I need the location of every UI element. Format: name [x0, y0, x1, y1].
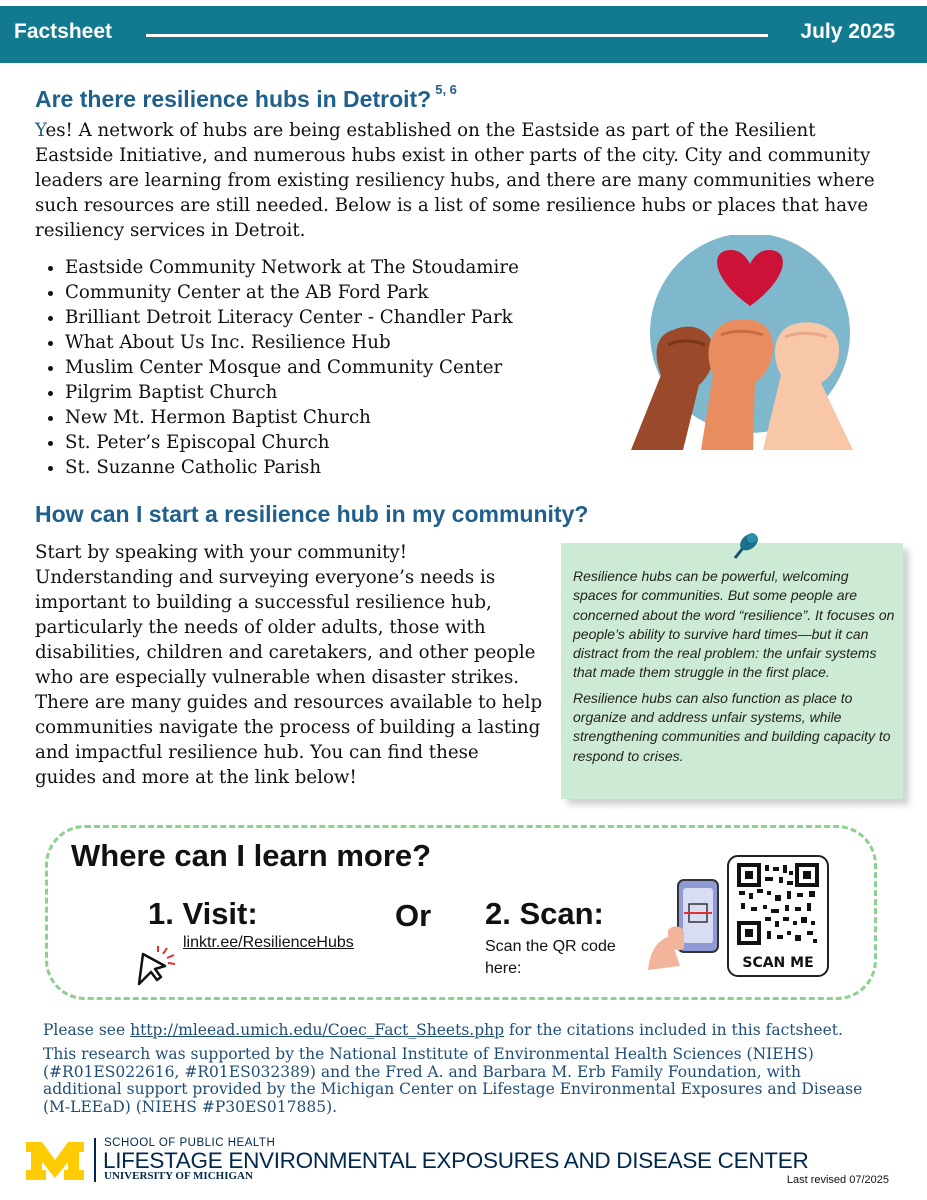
list-item: • Pilgrim Baptist Church: [65, 380, 519, 405]
university-block-m-logo: [24, 1140, 86, 1182]
center-name: LIFESTAGE ENVIRONMENTAL EXPOSURES AND DISEASE CENTER: [103, 1148, 809, 1173]
school-name: SCHOOL OF PUBLIC HEALTH: [104, 1137, 276, 1149]
scan-me-label: SCAN ME: [742, 955, 814, 971]
list-item: • New Mt. Hermon Baptist Church: [65, 405, 519, 430]
visit-label: 1. Visit:: [148, 896, 258, 931]
section1-heading-text: Are there resilience hubs in Detroit?: [35, 86, 432, 112]
logo-divider: [94, 1138, 96, 1182]
note-paragraph-2: Resilience hubs can also function as place to organize and address unfair systems, while strengthening communities and building capacity to respond to crises.: [573, 689, 891, 764]
drop-letter: Y: [35, 120, 46, 141]
list-item: • Muslim Center Mosque and Community Center: [65, 355, 519, 380]
citation-prefix: Please see: [43, 1021, 131, 1039]
section1-paragraph: [35, 118, 895, 243]
or-label: Or: [395, 898, 432, 933]
list-item: • Brilliant Detroit Literacy Center - Chandler Park: [65, 305, 519, 330]
funding-statement: This research was supported by the National Institute of Environmental Health Sciences (NIEHS) (#R01ES022616, #R01ES032389) and the Fred A. and Barbara M. Erb Family Foundation, with additional support provided by the Michigan Center on Lifestage Environmental Exposures and Disease (M-LEEaD) (NIEHS #P30ES017885).: [43, 1045, 863, 1116]
hubs-list: [30, 255, 519, 480]
list-item: • What About Us Inc. Resilience Hub: [65, 330, 519, 355]
pushpin-icon: [725, 526, 765, 566]
header-title: Factsheet: [14, 20, 113, 43]
citation-suffix: for the citations included in this factsheet.: [504, 1021, 843, 1039]
raised-fists-illustration: [613, 235, 888, 455]
list-item: • St. Suzanne Catholic Parish: [65, 455, 519, 480]
header-divider: [146, 34, 768, 37]
header-date: July 2025: [800, 20, 895, 43]
scan-instruction: Scan the QR code here:: [485, 938, 616, 977]
citation-link[interactable]: http://mleead.umich.edu/Coec_Fact_Sheets.php: [130, 1021, 505, 1039]
section1-heading: [35, 82, 457, 113]
phone-scanning-icon: [640, 870, 730, 980]
note-paragraph-1: Resilience hubs can be powerful, welcoming spaces for communities. But some people are concerned about the word “resilience”. It focuses on people’s ability to survive hard times—but it can distract from the real problem: the unfair systems that made them struggle in the first place.: [573, 568, 895, 681]
qr-code[interactable]: [727, 855, 829, 977]
list-item: • Community Center at the AB Ford Park: [65, 280, 519, 305]
list-item: • Eastside Community Network at The Stoudamire: [65, 255, 519, 280]
resilience-hubs-link[interactable]: linktr.ee/ResilienceHubs: [183, 934, 354, 951]
list-item: • St. Peter’s Episcopal Church: [65, 430, 519, 455]
last-revised: Last revised 07/2025: [786, 1174, 889, 1186]
sticky-note: [561, 543, 903, 799]
university-name: UNIVERSITY OF MICHIGAN: [104, 1170, 253, 1182]
section2-paragraph: Start by speaking with your community! Understanding and surveying everyone’s needs is important to building a successful resilience hub, particularly the needs of older adults, those with disabilities, children and caretakers, and other people who are especially vulnerable when disaster strikes. There are many guides and resources available to help communities navigate the process of building a lasting and impactful resilience hub. You can find these guides and more at the link below!: [35, 542, 543, 788]
section1-paragraph-text: es! A network of hubs are being established on the Eastside as part of the Resilient Eastside Initiative, and numerous hubs exist in other parts of the city. City and community leaders are learning from existing resiliency hubs, and there are many communities where such resources are still needed. Below is a list of some resilience hubs or places that have resiliency services in Detroit.: [35, 120, 875, 241]
scan-label: 2. Scan:: [485, 896, 604, 931]
section2-heading: How can I start a resilience hub in my community?: [35, 501, 589, 527]
section1-heading-citation: 5, 6: [435, 82, 457, 97]
cursor-click-icon: [133, 944, 181, 988]
citation-note: [43, 1021, 843, 1039]
learn-more-title: Where can I learn more?: [71, 838, 432, 873]
